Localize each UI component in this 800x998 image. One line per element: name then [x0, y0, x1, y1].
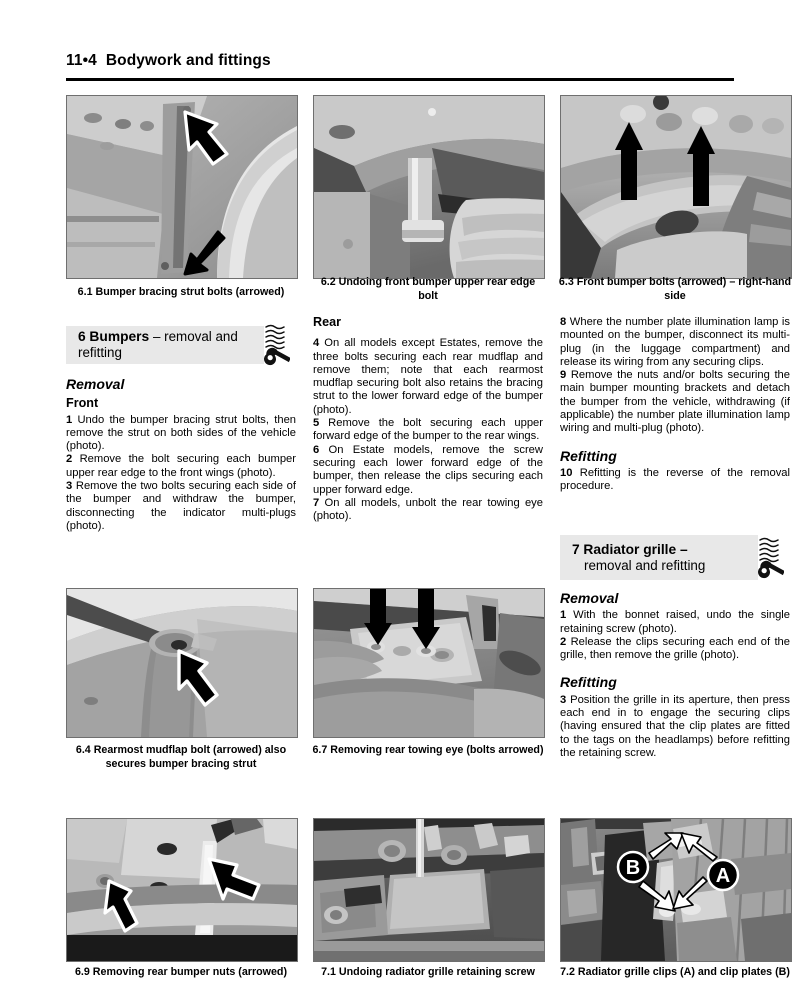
column-3-bottom	[560, 592, 790, 760]
page-folio: 11•4	[66, 52, 97, 69]
grille-step-1-text: With the bonnet raised, undo the single retaining screw (photo).	[560, 609, 791, 635]
header-rule	[66, 78, 734, 81]
step-10	[560, 467, 790, 494]
photo-7-2	[560, 818, 792, 962]
section-6-text	[66, 329, 264, 361]
grille-step-3-number: 3	[560, 693, 567, 706]
step-1-text: Undo the bumper bracing strut bolts, then remove the strut on both sides of the vehicle (photo).	[66, 413, 297, 453]
step-8	[560, 316, 790, 369]
spanner-icon-2	[754, 535, 784, 581]
photo-6-2	[313, 95, 545, 279]
step-3	[66, 480, 296, 533]
heading-refitting-1: Refitting	[560, 447, 617, 464]
svg-text:A: A	[715, 865, 731, 887]
step-4-text: On all models except Estates, remove the three bolts securing each rear mudflap and remove them; note that each rearmost mudflap securing bolt also retains the bracing strut to the lower forward edge of the bumper (photo).	[313, 337, 544, 416]
step-10-text: Refitting is the reverse of the removal procedure.	[560, 466, 790, 493]
step-7-number: 7	[313, 496, 320, 509]
step-6	[313, 444, 543, 497]
step-9	[560, 369, 790, 435]
step-9-number: 9	[560, 369, 567, 382]
step-2	[66, 453, 296, 480]
page-title: Bodywork and fittings	[105, 52, 271, 69]
column-2	[313, 316, 543, 523]
section-7-subtitle: removal and refitting	[584, 557, 706, 573]
spanner-icon	[260, 322, 290, 368]
photo-6-9	[66, 818, 298, 962]
section-6-subtitle: – removal and refitting	[78, 329, 238, 360]
step-3-number: 3	[66, 480, 73, 493]
photo-caption-7-2: 7.2 Radiator grille clips (A) and clip plates (B)	[560, 966, 790, 978]
step-1-number: 1	[66, 413, 73, 426]
photo-7-1	[313, 818, 545, 962]
grille-step-2-number: 2	[560, 635, 567, 648]
step-2-text: Remove the bolt securing each bumper upper rear edge to the front wings (photo).	[66, 453, 296, 479]
grille-step-1	[560, 609, 790, 636]
step-7-text: On all models, unbolt the rear towing eye (photo).	[313, 496, 544, 523]
grille-step-1-number: 1	[560, 609, 567, 622]
step-2-number: 2	[66, 453, 73, 466]
step-3-text: Remove the two bolts securing each side of the bumper and withdraw the bumper, disconnecting the indicator multi-plugs (photo).	[66, 480, 296, 532]
photo-caption-6-1: 6.1 Bumper bracing strut bolts (arrowed)	[77, 286, 285, 298]
section-header-7	[560, 535, 758, 580]
section-7-text	[560, 542, 705, 574]
step-7	[313, 497, 543, 524]
step-5-number: 5	[313, 417, 320, 430]
heading-front: Front	[66, 396, 99, 411]
photo-caption-6-3: 6.3 Front bumper bolts (arrowed) – right-hand side	[558, 276, 792, 302]
heading-rear: Rear	[313, 315, 342, 329]
section-6-title: Bumpers	[89, 329, 150, 344]
photo-6-1	[66, 95, 298, 279]
step-5	[313, 417, 543, 444]
label-a	[708, 860, 738, 890]
photo-caption-6-4: 6.4 Rearmost mudflap bolt (arrowed) also secures bumper bracing strut	[75, 744, 287, 770]
heading-refitting-2: Refitting	[560, 674, 617, 691]
grille-step-2-text: Release the clips securing each end of the grille, then remove the grille (photo).	[560, 635, 790, 662]
section-header-6	[66, 326, 264, 364]
label-b	[618, 852, 648, 882]
grille-step-3	[560, 694, 790, 760]
photo-caption-7-1: 7.1 Undoing radiator grille retaining screw	[321, 966, 535, 978]
section-6-number: 6	[78, 329, 86, 344]
step-10-number: 10	[560, 466, 573, 479]
column-1	[66, 378, 296, 533]
heading-removal-1: Removal	[66, 376, 125, 392]
grille-step-2	[560, 636, 790, 663]
heading-removal-2: Removal	[560, 590, 619, 606]
svg-text:B: B	[625, 857, 641, 879]
photo-6-3	[560, 95, 792, 279]
photo-caption-6-2: 6.2 Undoing front bumper upper rear edge bolt	[320, 276, 536, 302]
step-9-text: Remove the nuts and/or bolts securing the main bumper mounting brackets and detach the bumper from the vehicle, withdrawing (if applicable) the number plate illumination lamp wiring and multi-plug (photo).	[560, 369, 791, 435]
grille-step-3-text: Position the grille in its aperture, then press each end in to engage the securing clips (having ensured that the clip plates are fitted to the tags on the headlamps) before refitting the retaining screw.	[560, 693, 790, 759]
step-5-text: Remove the bolt securing each upper forward edge of the bumper to the rear wings.	[313, 417, 544, 443]
step-6-text: On Estate models, remove the screw securing each lower forward edge of the bumper, then release the clips securing each upper forward edge.	[313, 443, 543, 496]
photo-6-7	[313, 588, 545, 738]
section-7-title: Radiator grille –	[583, 541, 688, 557]
section-7-number: 7	[572, 541, 580, 557]
step-4-number: 4	[313, 337, 320, 350]
column-3-top	[560, 316, 790, 494]
step-4	[313, 337, 543, 417]
photo-caption-6-7: 6.7 Removing rear towing eye (bolts arrowed)	[312, 744, 544, 756]
photo-caption-6-9: 6.9 Removing rear bumper nuts (arrowed)	[74, 966, 288, 978]
step-6-number: 6	[313, 443, 320, 456]
step-8-number: 8	[560, 316, 567, 328]
page-header	[66, 52, 271, 70]
step-1	[66, 414, 296, 454]
photo-6-4	[66, 588, 298, 738]
step-8-text: Where the number plate illumination lamp is mounted on the bumper, disconnect its multi-plug (in the luggage compartment) and release its wiring from any securing clips.	[560, 316, 791, 368]
